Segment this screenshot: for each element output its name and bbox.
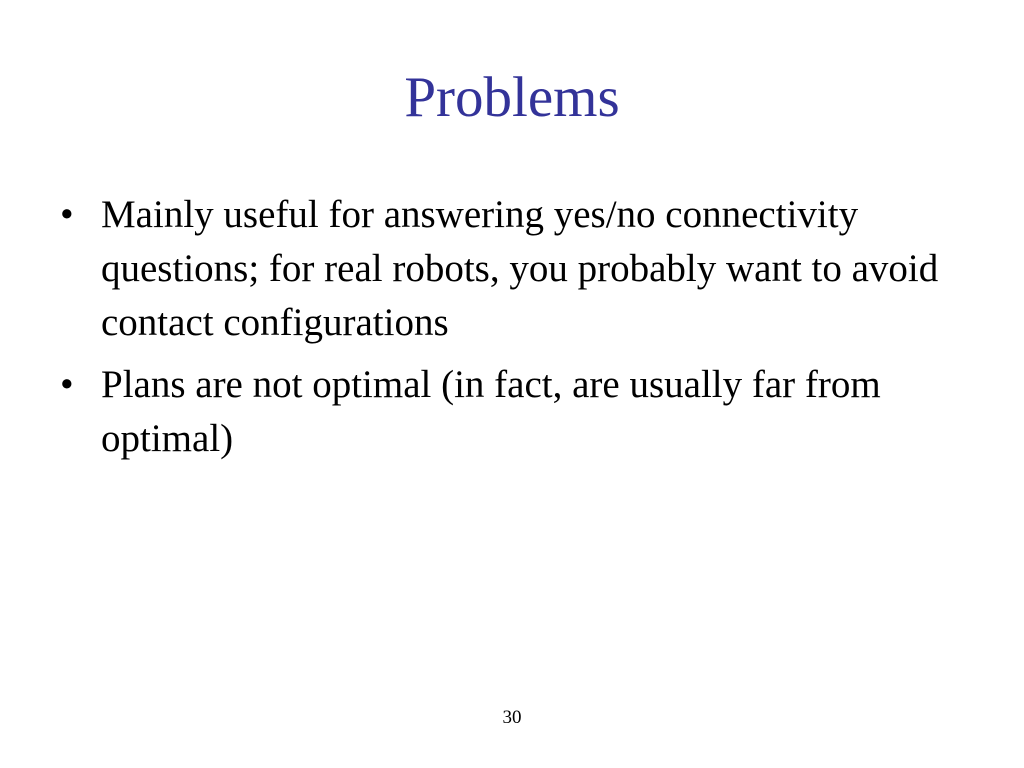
bullet-icon: • <box>60 363 74 406</box>
bullet-item <box>60 358 960 466</box>
bullet-item <box>60 188 960 350</box>
slide-number: 30 <box>502 707 522 728</box>
bullet-text: Mainly useful for answering yes/no connectivity questions; for real robots, you probably want to avoid contact configurations <box>101 193 939 344</box>
slide-title: Problems <box>404 66 620 129</box>
bullet-icon: • <box>60 193 74 236</box>
bullet-text: Plans are not optimal (in fact, are usually far from optimal) <box>101 363 881 460</box>
bullet-list <box>60 188 960 474</box>
